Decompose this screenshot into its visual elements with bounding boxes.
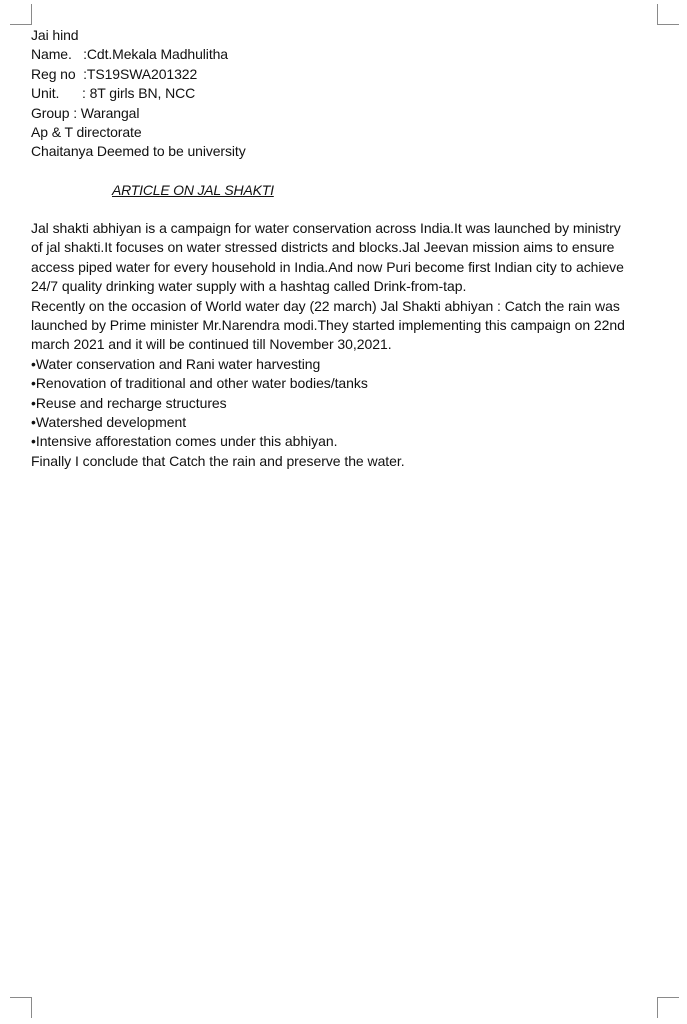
reg-no-line: Reg no :TS19SWA201322 [31, 65, 198, 82]
crop-mark-top-left [31, 4, 32, 25]
bullet-item: •Reuse and recharge structures [31, 394, 227, 411]
paragraph-line: 24/7 quality drinking water supply with a hashtag called Drink-from-tap. [31, 278, 467, 295]
bullet-item: •Watershed development [31, 414, 187, 431]
directorate-line: Ap & T directorate [31, 124, 142, 141]
paragraph-line: access piped water for every household in India.And now Puri become first Indian city to achieve [31, 258, 624, 275]
cadet-details [31, 26, 631, 162]
conclusion-line: Finally I conclude that Catch the rain and preserve the water. [31, 452, 405, 469]
greeting-line: Jai hind [31, 27, 79, 43]
article-title: ARTICLE ON JAL SHAKTI [112, 182, 274, 198]
crop-mark-top-left [10, 24, 32, 25]
bullet-item: •Intensive afforestation comes under this abhiyan. [31, 433, 338, 450]
paragraph-line: march 2021 and it will be continued till November 30,2021. [31, 336, 392, 353]
crop-mark-top-right [657, 4, 658, 25]
unit-line: Unit. : 8T girls BN, NCC [31, 85, 196, 102]
crop-mark-bottom-right [657, 997, 658, 1018]
crop-mark-bottom-left [31, 997, 32, 1018]
bullet-item: •Renovation of traditional and other water bodies/tanks [31, 375, 368, 392]
paragraph-line: launched by Prime minister Mr.Narendra modi.They started implementing this campaign on 22nd [31, 317, 625, 334]
paragraph-line: of jal shakti.It focuses on water stressed districts and blocks.Jal Jeevan mission aims to ensure [31, 239, 615, 256]
article-body [31, 219, 663, 471]
paragraph-line: Jal shakti abhiyan is a campaign for water conservation across India.It was launched by ministry [31, 220, 621, 236]
crop-mark-bottom-left [10, 997, 32, 998]
crop-mark-bottom-right [657, 997, 679, 998]
university-line: Chaitanya Deemed to be university [31, 143, 246, 160]
paragraph-line: Recently on the occasion of World water day (22 march) Jal Shakti abhiyan : Catch the rain was [31, 297, 620, 314]
crop-mark-top-right [657, 24, 679, 25]
bullet-item: •Water conservation and Rani water harvesting [31, 355, 321, 372]
name-line: Name. :Cdt.Mekala Madhulitha [31, 46, 228, 63]
group-line: Group : Warangal [31, 104, 140, 121]
